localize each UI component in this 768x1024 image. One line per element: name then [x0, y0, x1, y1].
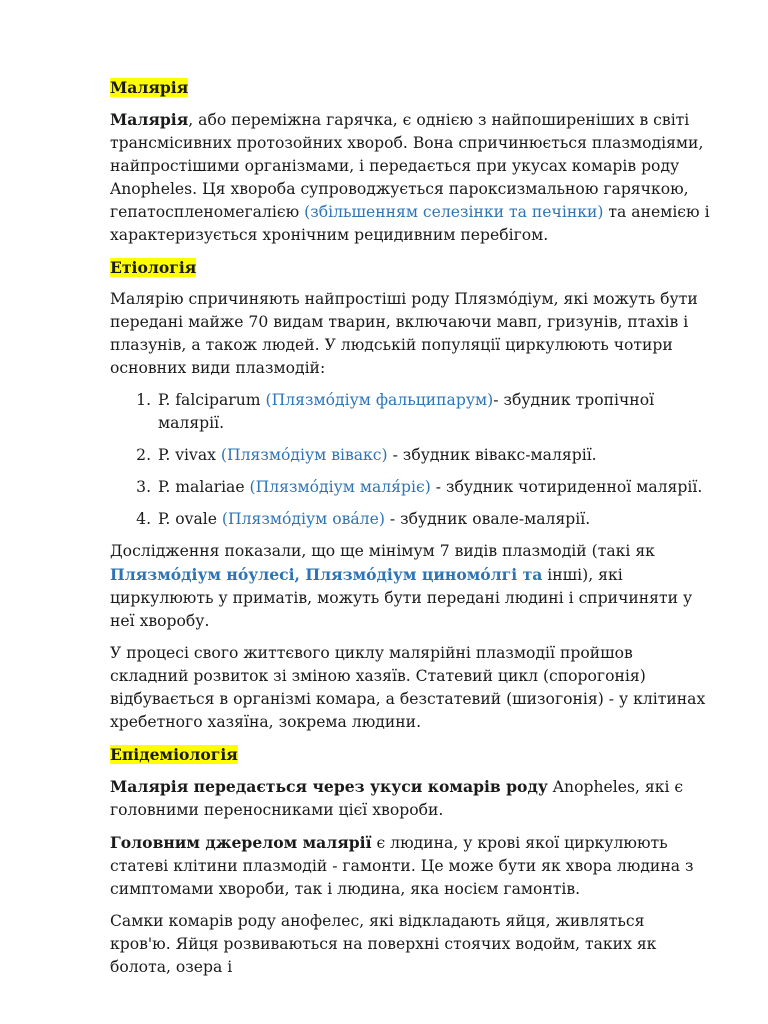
list-item: 1. P. falciparum (Плязмóдіум фальципарум)- збудник тропічної малярії. — [156, 389, 710, 435]
paragraph-intro: Малярія, або переміжна гарячка, є однією з найпоширеніших в світі трансмісивних протозойних хвороб. Вона спричинюється плазмодіями, найпростішими організмами, і передається при укусах комарів роду Anopheles. Ця хвороба супроводжується пароксизмальною гарячкою, гепатоспленомегалією (збільшенням селезінки та печінки) та анемією і характеризується хронічним рецидивним перебігом. — [110, 110, 710, 244]
list-item: 4. P. ovale (Плязмóдіум ова́ле) - збудник овале-малярії. — [156, 508, 710, 531]
paragraph-mosquitoes: Самки комарів роду анофелес, які відкладають яйця, живляться кров'ю. Яйця розвиваються на поверхні стоячих водойм, таких як болота, озера і — [110, 912, 657, 976]
list-item: 2. P. vivax (Плязмóдіум вівакс) - збудник вівакс-малярії. — [156, 444, 710, 467]
document-page — [110, 76, 710, 988]
paragraph-other-species: Дослідження показали, що ще мінімум 7 видів плазмодій (такі як Плязмóдіум нóулесі, Плязмóдіум циномóлгі та інші), які циркулюють у приматів, можуть бути передані людині і спричиняти у неї хворобу. — [110, 542, 693, 630]
heading-etiology: Етіологія — [110, 258, 197, 277]
heading-epidemiology: Епідеміологія — [110, 745, 238, 764]
species-list — [110, 389, 710, 531]
paragraph-life-cycle: У процесі свого життєвого циклу малярійні плазмодії пройшов складний розвиток зі зміною хазяїв. Статевий цикл (спорогонія) відбувається в організмі комара, а безстатевий (шизогонія) - у клітинах хребетного хазяїна, зокрема людини. — [110, 644, 706, 731]
hepatosplenomegaly-note: (збільшенням селезінки та печінки) — [304, 203, 604, 221]
list-item: 3. P. malariae (Плязмóдіум маля́ріє) - збудник чотириденної малярії. — [156, 476, 710, 499]
paragraph-transmission: Малярія передається через укуси комарів роду Anopheles, які є головними переносниками цієї хвороби. — [110, 777, 684, 819]
heading-malaria: Малярія — [110, 78, 189, 97]
paragraph-etiology: Малярію спричиняють найпростіші роду Плязмóдіум, які можуть бути передані майже 70 видам тварин, включаючи мавп, гризунів, птахів і плазунів, а також людей. У людській популяції циркулюють чотири основних види плазмодій: — [110, 290, 698, 377]
paragraph-source: Головним джерелом малярії є людина, у крові якої циркулюють статеві клітини плазмодій - гамонти. Це може бути як хвора людина з симптомами хвороби, так і людина, яка носієм гамонтів. — [110, 833, 694, 898]
